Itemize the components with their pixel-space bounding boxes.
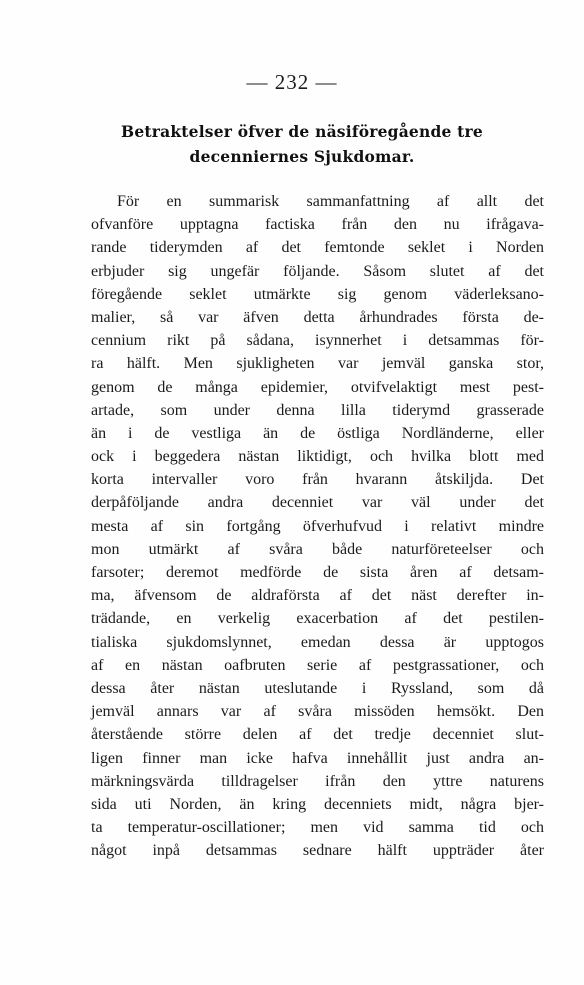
body-paragraph [91, 190, 544, 862]
text-line: märkningsvärda tilldragelser ifrån den yttre naturens [91, 772, 544, 790]
text-line: jemväl annars var af svåra missöden hemsökt. Den [91, 703, 544, 721]
text-line: cennium rikt på sådana, isynnerhet i detsammas för- [91, 332, 544, 350]
text-line: ligen finner man icke hafva innehållit just andra an- [91, 749, 544, 767]
text-line: artade, som under denna lilla tiderymd grasserade [91, 401, 544, 419]
text-line: dessa åter nästan uteslutande i Ryssland, som då [91, 679, 544, 697]
text-line: ma, äfvensom de aldraförsta af det näst derefter in- [91, 587, 544, 605]
text-line: återstående större delen af det tredje decenniet slut- [91, 726, 544, 744]
text-line: ofvanföre upptagna factiska från den nu ifrågava- [91, 216, 544, 234]
text-line: ock i beggedera nästan liktidigt, och hvilka blott med [91, 448, 544, 466]
text-line: af en nästan oafbruten serie af pestgrassationer, och [91, 656, 544, 674]
text-line: trädande, en verkelig exacerbation af det pestilen- [91, 610, 544, 628]
text-line: än i de vestliga än de östliga Nordländerne, eller [91, 424, 544, 442]
text-line: derpåföljande andra decenniet var väl under det [91, 494, 544, 512]
page-number: — 232 — [246, 70, 338, 94]
text-line: genom de många epidemier, otvifvelaktigt mest pest- [91, 378, 544, 396]
chapter-title-line: decenniernes Sjukdomar. [189, 147, 415, 166]
text-line: mesta af sin fortgång öfverhufvud i relativt mindre [91, 517, 544, 535]
text-line: tialiska sjukdomslynnet, emedan dessa är upptogos [91, 633, 544, 651]
chapter-title-line: Betraktelser öfver de näsiföregående tre [121, 122, 483, 141]
text-line: malier, så var äfven detta århundrades första de- [91, 308, 544, 326]
text-line: erbjuder sig ungefär följande. Såsom slutet af det [91, 262, 544, 280]
text-line: rande tiderymden af det femtonde seklet i Norden [91, 239, 544, 257]
text-line: något inpå detsammas sednare hälft uppträder åter [91, 842, 544, 860]
text-line: mon utmärkt af svåra både naturföreteelser och [91, 540, 544, 558]
text-line: korta intervaller voro från hvarann åtskiljda. Det [91, 471, 544, 489]
text-line: För en summarisk sammanfattning af allt det [117, 193, 544, 210]
text-line: föregående seklet utmärkte sig genom väderleksano- [91, 285, 544, 303]
text-line: farsoter; deremot medförde de sista åren af detsam- [91, 564, 544, 581]
text-line: sida uti Norden, än kring decenniets midt, några bjer- [91, 795, 544, 813]
text-line: ra hälft. Men sjukligheten var jemväl ganska stor, [91, 355, 544, 373]
text-line: ta temperatur-oscillationer; men vid samma tid och [91, 819, 544, 837]
chapter-title [60, 119, 544, 169]
